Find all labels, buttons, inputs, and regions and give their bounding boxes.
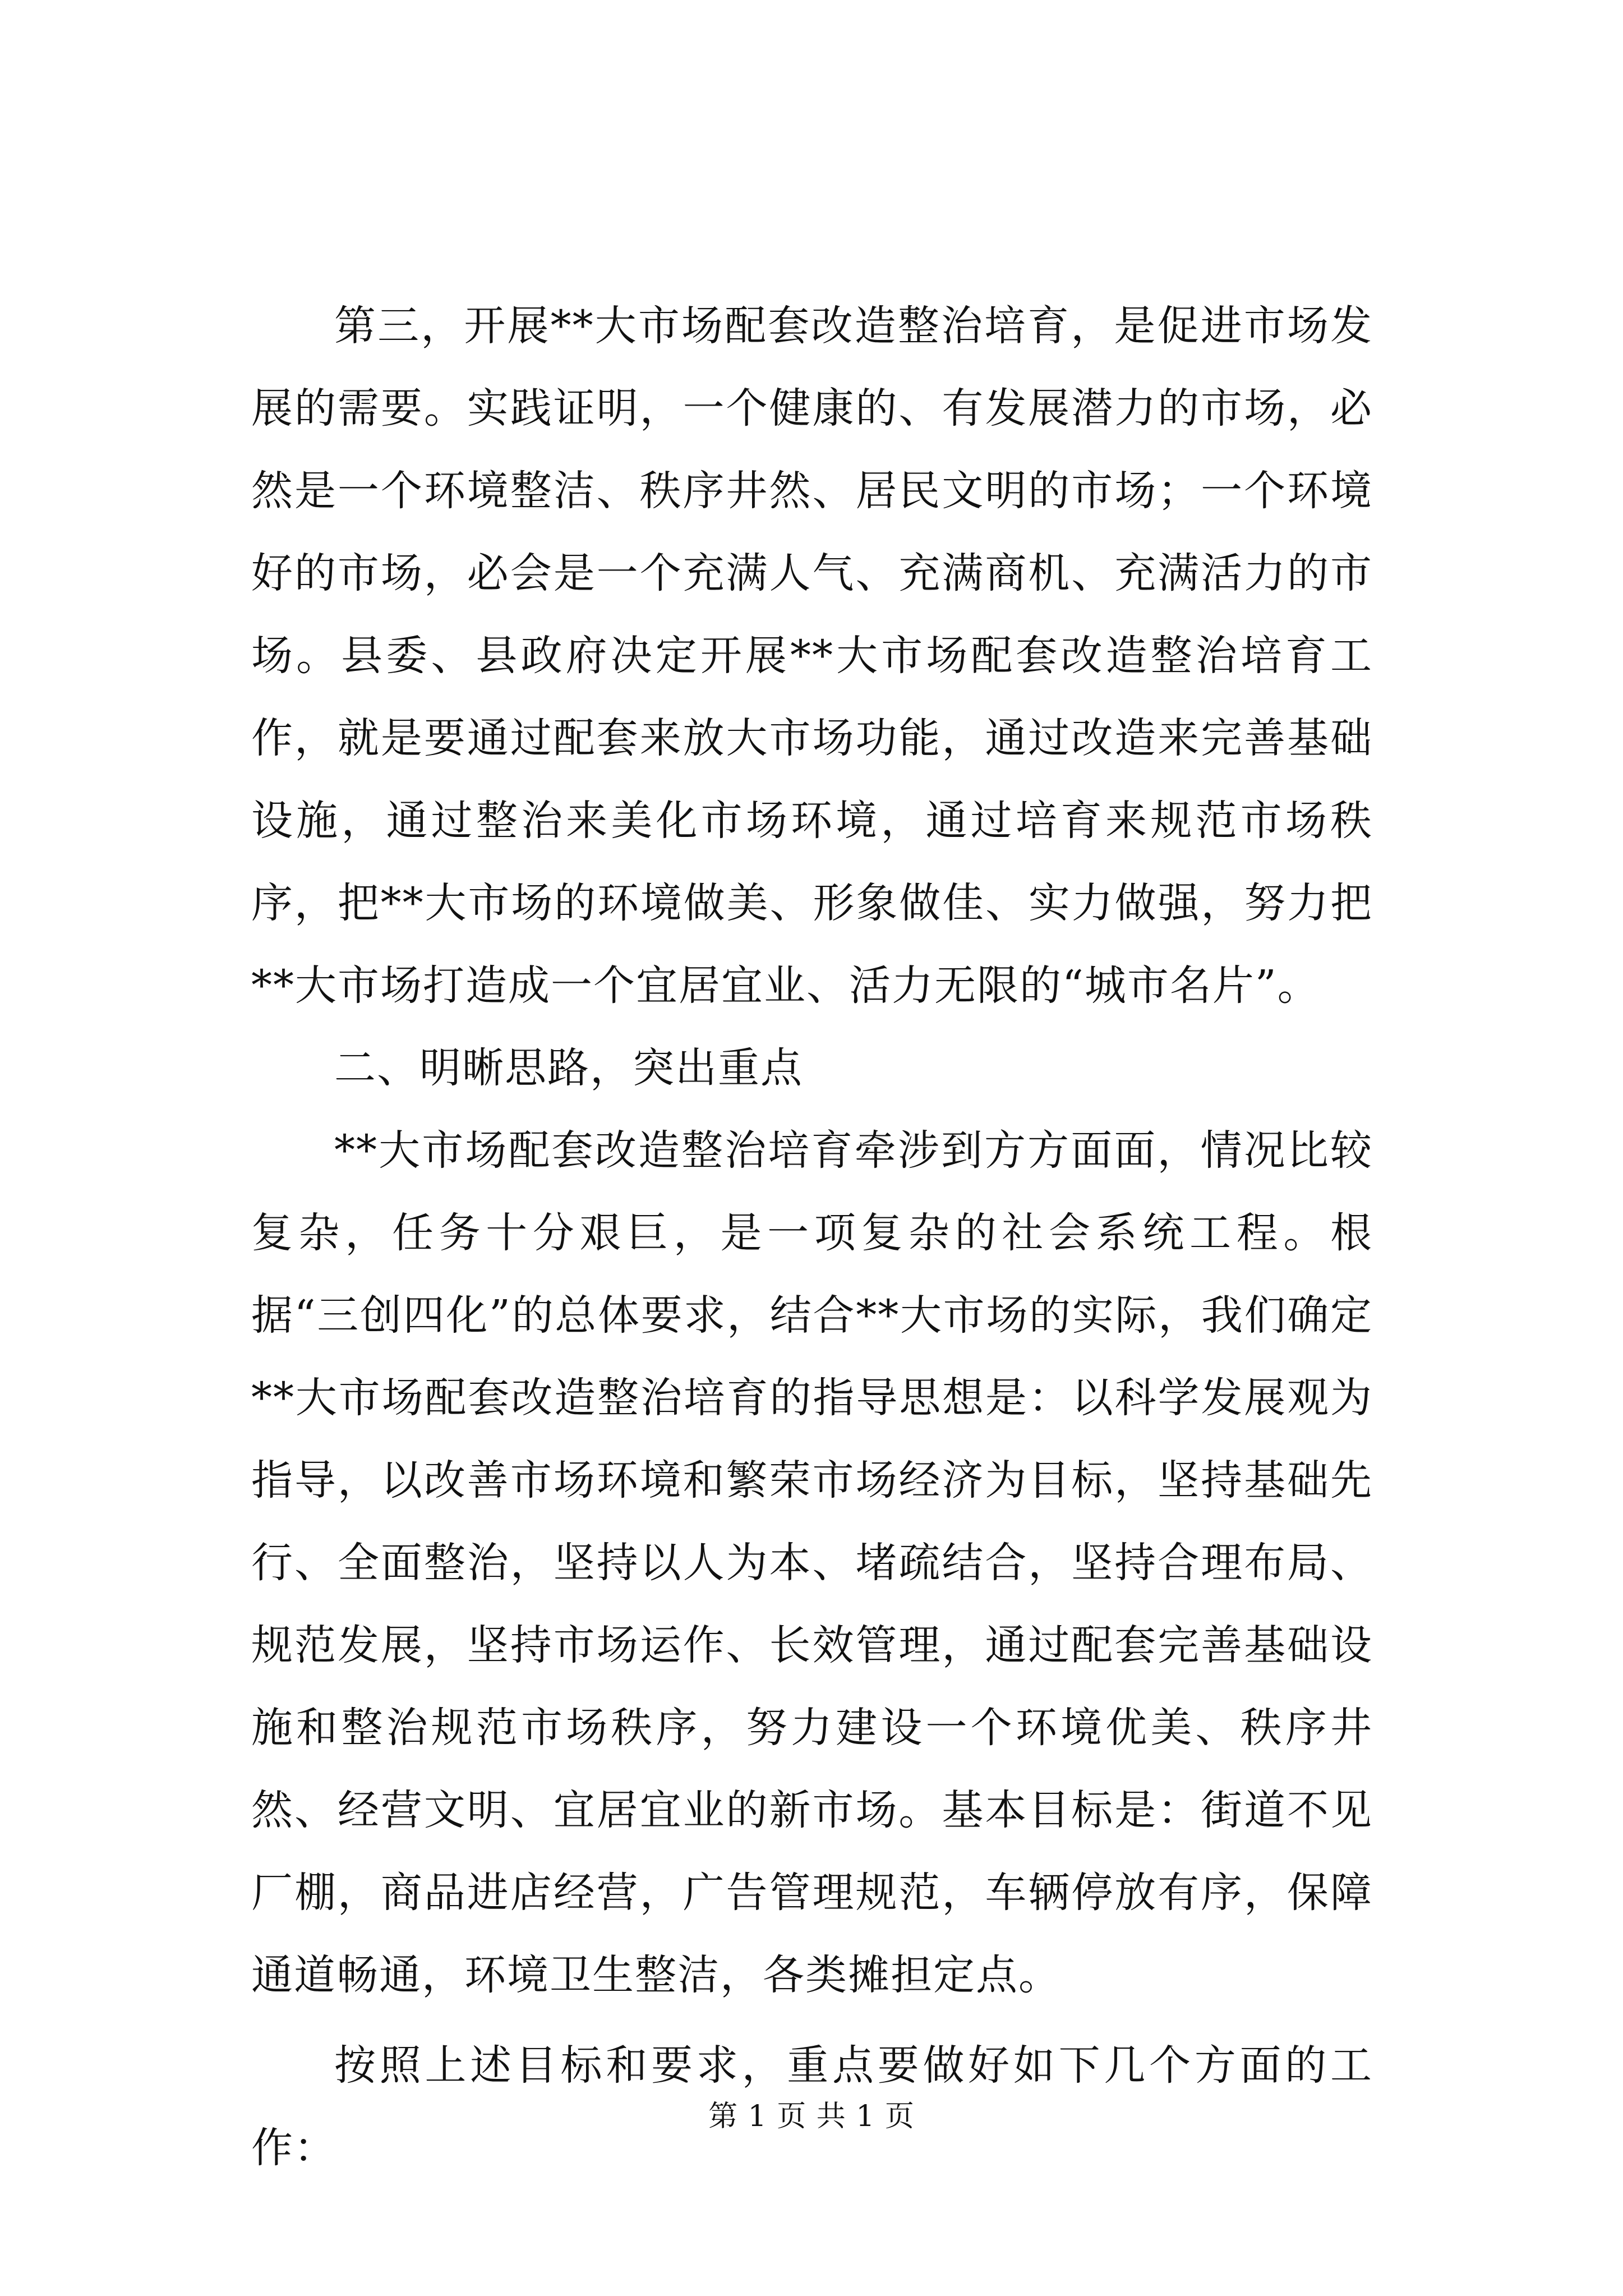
page-footer: 第 1 页 共 1 页: [708, 2100, 915, 2133]
paragraph-third-point: 第三，开展**大市场配套改造整治培育，是促进市场发展的需要。实践证明，一个健康的、有发展潜力的市场，必然是一个环境整洁、秩序井然、居民文明的市场；一个环境好的市场，必会是一个充满人气、充满商机、充满活力的市场。县委、县政府决定开展**大市场配套改造整治培育工作，就是要通过配套来放大市场功能，通过改造来完善基础设施，通过整治来美化市场环境，通过培育来规范市场秩序，把**大市场的环境做美、形象做佳、实力做强，努力把**大市场打造成一个宜居宜业、活力无限的“城市名片”。: [251, 302, 1373, 1010]
paragraph-guiding-ideas: **大市场配套改造整治培育牵涉到方方面面，情况比较复杂，任务十分艰巨，是一项复杂的社会系统工程。根据“三创四化”的总体要求，结合**大市场的实际，我们确定**大市场配套改造整治培育的指导思想是：以科学发展观为指导，以改善市场环境和繁荣市场经济为目标，坚持基础先行、全面整治，坚持以人为本、堵疏结合，坚持合理布局、规范发展，坚持市场运作、长效管理，通过配套完善基础设施和整治规范市场秩序，努力建设一个环境优美、秩序井然、经营文明、宜居宜业的新市场。基本目标是：街道不见厂棚，商品进店经营，广告管理规范，车辆停放有序，保障通道畅通，环境卫生整洁，各类摊担定点。: [251, 1126, 1373, 1999]
document-body: [251, 285, 1373, 2189]
section-heading-2: 二、明晰思路，突出重点: [334, 1044, 803, 1092]
paragraph-key-work-intro: 按照上述目标和要求，重点要做好如下几个方面的工作：: [251, 2041, 1373, 2172]
